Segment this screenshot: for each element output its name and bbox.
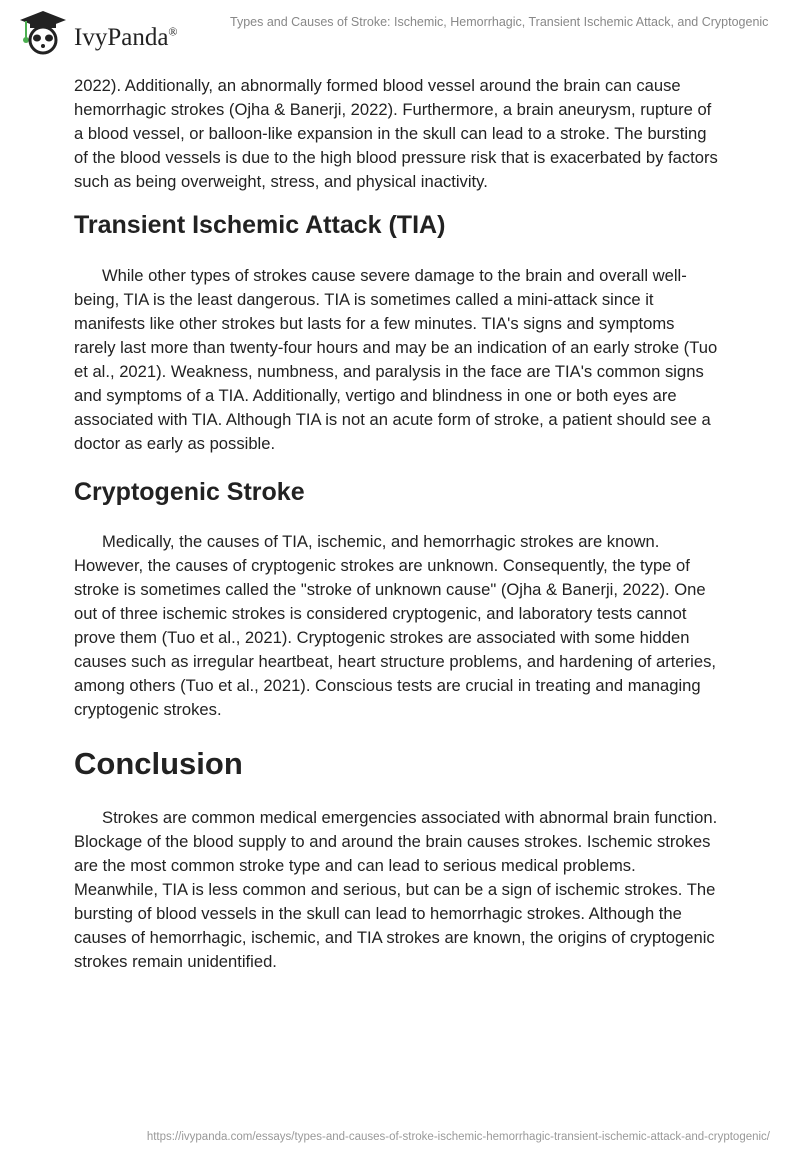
paragraph-line: et al., 2021). Weakness, numbness, and paralysis in the face are TIA's common signs [74,362,704,381]
paragraph-line: hemorrhagic strokes (Ojha & Banerji, 2022). Furthermore, a brain aneurysm, rupture of [74,100,712,119]
paragraph-line: prove them (Tuo et al., 2021). Cryptogenic strokes are associated with some hidden [74,628,690,647]
paragraph-line: of the blood vessels is due to the high blood pressure risk that is exacerbated by factors [74,148,718,167]
paragraph-line: are the most common stroke type and can lead to serious medical problems. [74,856,636,875]
paragraph-line: such as being overweight, stress, and physical inactivity. [74,172,488,191]
heading-tia: Transient Ischemic Attack (TIA) [74,211,446,239]
conclusion-paragraph [74,806,754,974]
page-url[interactable]: https://ivypanda.com/essays/types-and-causes-of-stroke-ischemic-hemorrhagic-transient-ischemic-attack-and-cryptogenic/ [146,1131,770,1143]
panda-graduate-icon [18,9,68,55]
paragraph-line: cryptogenic strokes. [74,700,222,719]
logo-text: IvyPanda [74,24,169,51]
paragraph-line: Medically, the causes of TIA, ischemic, and hemorrhagic strokes are known. [102,532,660,551]
paragraph-line: associated with TIA. Although TIA is not an acute form of stroke, a patient should see a [74,410,711,429]
paragraph-line: 2022). Additionally, an abnormally formed blood vessel around the brain can cause [74,76,681,95]
paragraph-line: among others (Tuo et al., 2021). Conscious tests are crucial in treating and managing [74,676,701,695]
paragraph-line: strokes remain unidentified. [74,952,277,971]
paragraph-line: doctor as early as possible. [74,434,276,453]
paragraph-line: causes of hemorrhagic, ischemic, and TIA strokes are known, the origins of cryptogenic [74,928,715,947]
paragraph-line: stroke is sometimes called the "stroke of unknown cause" (Ojha & Banerji, 2022). One [74,580,706,599]
paragraph-line: Meanwhile, TIA is less common and serious, but can be a sign of ischemic strokes. The [74,880,716,899]
paragraph-line: Blockage of the blood supply to and around the brain causes strokes. Ischemic strokes [74,832,711,851]
paragraph-line: However, the causes of cryptogenic strokes are unknown. Consequently, the type of [74,556,690,575]
heading-conclusion: Conclusion [74,746,243,781]
paragraph-line: being, TIA is the least dangerous. TIA is sometimes called a mini-attack since it [74,290,654,309]
cryptogenic-paragraph [74,530,754,722]
paragraph-line: rarely last more than twenty-four hours and may be an indication of an early stroke (Tuo [74,338,718,357]
paragraph-line: a blood vessel, or balloon-like expansion in the skull can lead to a stroke. The bursting [74,124,707,143]
intro-paragraph [74,74,754,194]
paragraph-line: Strokes are common medical emergencies associated with abnormal brain function. [102,808,718,827]
document-title: Types and Causes of Stroke: Ischemic, Hemorrhagic, Transient Ischemic Attack, and Cryptogenic [230,15,769,29]
tia-paragraph [74,264,754,456]
heading-cryptogenic: Cryptogenic Stroke [74,478,305,506]
ivypanda-logo[interactable] [18,9,178,55]
paragraph-line: and symptoms of a TIA. Additionally, vertigo and blindness in one or both eyes are [74,386,677,405]
registered-mark: ® [168,24,178,39]
paragraph-line: out of three ischemic strokes is considered cryptogenic, and laboratory tests cannot [74,604,687,623]
paragraph-line: causes such as irregular heartbeat, heart structure problems, and hardening of arteries, [74,652,716,671]
paragraph-line: bursting of blood vessels in the skull can lead to hemorrhagic strokes. Although the [74,904,682,923]
paragraph-line: While other types of strokes cause severe damage to the brain and overall well- [102,266,687,285]
paragraph-line: manifests like other strokes but lasts for a few minutes. TIA's signs and symptoms [74,314,675,333]
